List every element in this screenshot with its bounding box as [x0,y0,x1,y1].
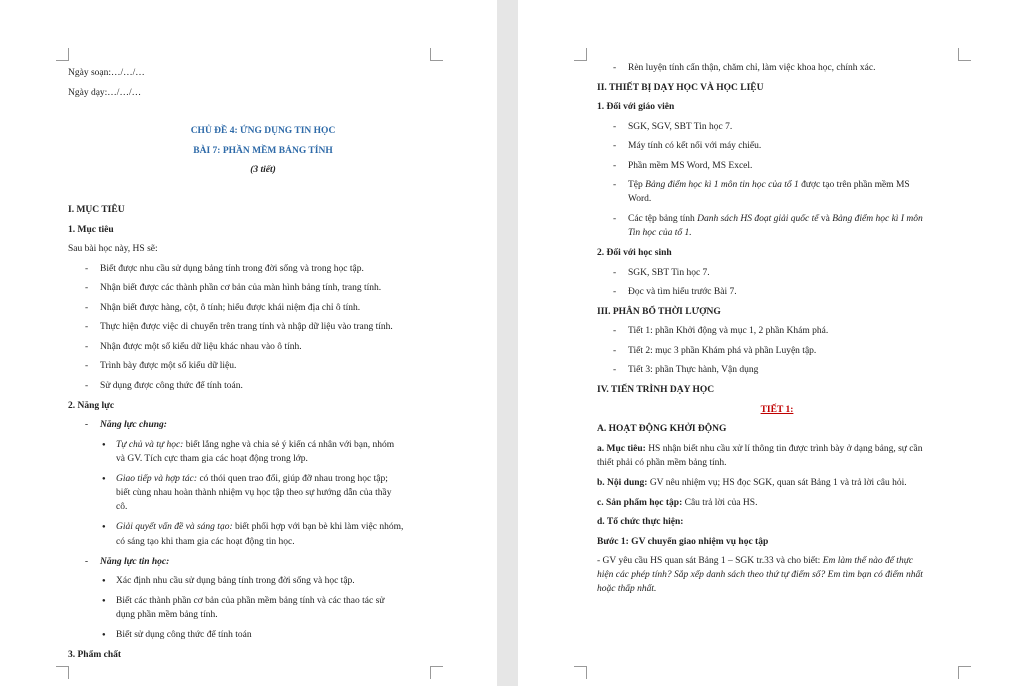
subsection-heading: 3. Phẩm chất [68,650,122,660]
list-item: - Thực hiện được việc di chuyển trên trang tính và nhập dữ liệu vào trang tính. [100,320,393,334]
list-item: - Nhận được một số kiểu dữ liệu khác nhau vào ô tính. [100,340,302,354]
task-line: - GV yêu cầu HS quan sát Bảng 1 – SGK tr.33 và cho biết: Em làm thế nào để thực [597,556,914,566]
list-item: - Máy tính có kết nối với máy chiếu. [628,139,761,153]
bullet-item: ● Xác định nhu cầu sử dụng bảng tính trong đời sống và học tập. [116,574,355,588]
list-item: - Tệp Bảng điểm học kì 1 môn tin học của tổ 1 được tạo trên phần mềm MS [628,178,910,192]
task-line-continuation: hiện các phép tính? Sắp xếp danh sách theo thứ tự điểm số? Em tìm bạn có điểm nhất [597,570,923,580]
content-line: b. Nội dung: GV nêu nhiệm vụ; HS đọc SGK, quan sát Bảng 1 và trả lời câu hỏi. [597,478,907,488]
section-heading: I. MỤC TIÊU [68,205,125,215]
subsection-heading: 2. Năng lực [68,401,115,411]
list-item: - Đọc và tìm hiểu trước Bài 7. [628,285,737,299]
list-item: - Nhận biết được hàng, cột, ô tính; hiểu được khái niệm địa chỉ ô tính. [100,301,360,315]
bullet-item: ● Giải quyết vấn đề và sáng tạo: biết phối hợp với bạn bè khi làm việc nhóm, [116,520,403,534]
list-item: - Trình bày được một số kiểu dữ liệu. [100,359,236,373]
list-item-continuation: Word. [628,194,652,204]
goal-line: a. Mục tiêu: HS nhận biết nhu cầu xử lí thông tin được trình bày ở dạng bảng, sự cần [597,444,923,454]
bullet-item: ● Biết sử dụng công thức để tính toán [116,628,252,642]
crop-mark [574,666,587,679]
crop-mark [958,48,971,61]
document-page-right [518,0,1023,686]
bullet-item-continuation: cô. [116,502,128,512]
list-item: - Các tệp bảng tính Danh sách HS đoạt giải quốc tế và Bảng điểm học kì I môn [628,212,923,226]
crop-mark [574,48,587,61]
task-line-continuation: hoặc thấp nhất. [597,584,657,594]
list-item: - Phần mềm MS Word, MS Excel. [628,159,752,173]
bullet-item: ● Tự chủ và tự học: biết lắng nghe và chia sẻ ý kiến cá nhân với bạn, nhóm [116,438,394,452]
period-title: TIẾT 1: [760,405,794,415]
section-heading: IV. TIẾN TRÌNH DẠY HỌC [597,385,715,395]
topic-title: CHỦ ĐỀ 4: ỨNG DỤNG TIN HỌC [190,126,336,136]
lesson-title: BÀI 7: PHẦN MỀM BẢNG TÍNH [193,146,333,156]
list-item: - SGK, SGV, SBT Tin học 7. [628,120,732,134]
subsection-heading: 1. Mục tiêu [68,225,114,235]
activity-heading: A. HOẠT ĐỘNG KHỞI ĐỘNG [597,424,727,434]
list-item: - SGK, SBT Tin học 7. [628,266,710,280]
list-item: - Tiết 1: phần Khởi động và mục 1, 2 phần Khám phá. [628,324,828,338]
list-item: - Biết được nhu cầu sử dụng bảng tính trong đời sống và trong học tập. [100,262,364,276]
list-item: - Tiết 2: mục 3 phần Khám phá và phần Luyện tập. [628,344,816,358]
list-item: - Nhận biết được các thành phần cơ bản của màn hình bảng tính, trang tính. [100,281,381,295]
competence-heading: - Năng lực chung: [100,418,167,432]
list-item: - Tiết 3: phần Thực hành, Vận dụng [628,363,758,377]
crop-mark [430,666,443,679]
bullet-item: ● Biết các thành phần cơ bản của phần mềm bảng tính và các thao tác sử [116,594,384,608]
product-line: c. Sản phẩm học tập: Câu trả lời của HS. [597,498,758,508]
section-heading: II. THIẾT BỊ DẠY HỌC VÀ HỌC LIỆU [597,83,764,93]
list-item: - Rèn luyện tính cẩn thận, chăm chỉ, làm việc khoa học, chính xác. [628,61,875,75]
date-taught: Ngày dạy:…/…/… [68,88,142,98]
subsection-heading: 2. Đối với học sinh [597,248,672,258]
competence-heading: - Năng lực tin học: [100,555,169,569]
crop-mark [430,48,443,61]
crop-mark [56,48,69,61]
list-item-continuation: Tin học của tổ 1. [628,228,692,238]
date-prepared: Ngày soạn:…/…/… [68,68,145,78]
crop-mark [958,666,971,679]
document-page-left [0,0,497,686]
section-heading: III. PHÂN BỔ THỜI LƯỢNG [597,307,721,317]
intro-text: Sau bài học này, HS sẽ: [68,244,158,254]
bullet-item-continuation: và GV. Tích cực tham gia các hoạt động trong lớp. [116,454,308,464]
bullet-item-continuation: có sáng tạo khi tham gia các hoạt động tin học. [116,537,295,547]
periods: (3 tiết) [250,165,276,175]
organization-line: d. Tổ chức thực hiện: [597,517,684,527]
bullet-item-continuation: biết cùng nhau hoàn thành nhiệm vụ học tập theo sự hướng dẫn của thầy [116,488,392,498]
step-heading: Bước 1: GV chuyển giao nhiệm vụ học tập [597,537,769,547]
goal-line-continuation: thiết phải có phần mềm bảng tính. [597,458,727,468]
bullet-item-continuation: dụng phần mềm bảng tính. [116,610,218,620]
crop-mark [56,666,69,679]
bullet-item: ● Giao tiếp và hợp tác: có thói quen trao đổi, giúp đỡ nhau trong học tập; [116,472,388,486]
subsection-heading: 1. Đối với giáo viên [597,102,675,112]
list-item: - Sử dụng được công thức để tính toán. [100,379,243,393]
